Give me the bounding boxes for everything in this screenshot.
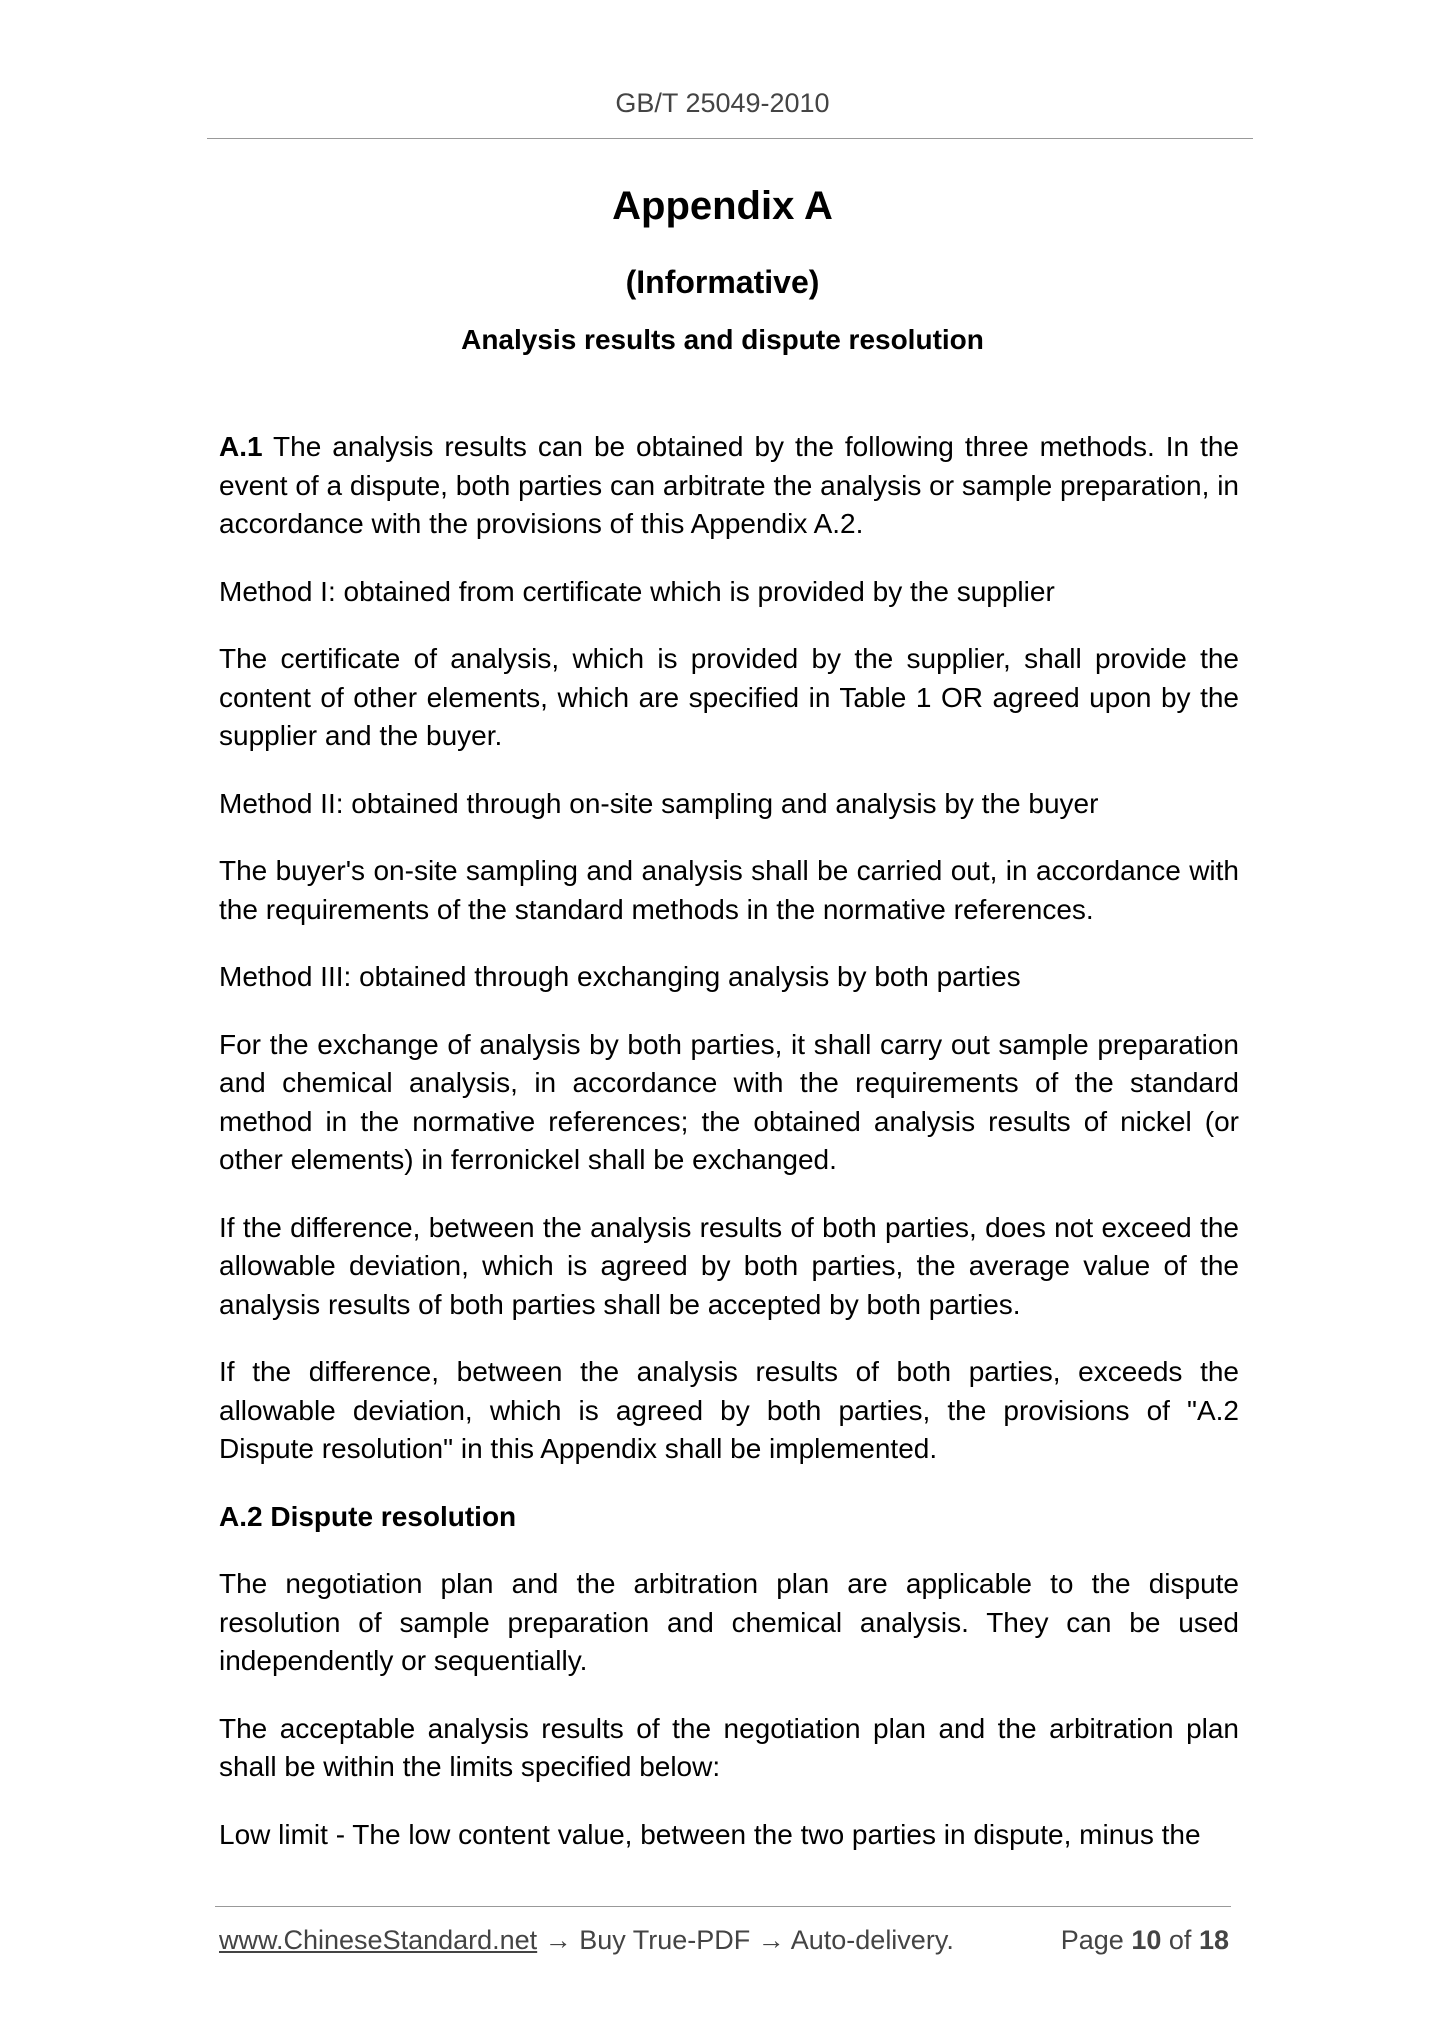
appendix-subtitle: (Informative)	[625, 264, 820, 300]
section-heading-a2: A.2 Dispute resolution	[219, 1500, 517, 1532]
clause-label-a1: A.1	[219, 431, 263, 462]
method-3-text: For the exchange of analysis by both parties, it shall carry out sample preparation and chemical analysis, in accordance with the requirements of the standard method in the normative references; the obtained analysis results of nickel (or other elements) in ferronickel shall be exchanged.	[219, 1028, 1239, 1175]
method-2-title: Method II: obtained through on-site sampling and analysis by the buyer	[219, 787, 1099, 819]
a2-paragraph-1: The negotiation plan and the arbitration plan are applicable to the dispute resolution of sample preparation and chemical analysis. They can be used independently or sequentially.	[219, 1568, 1239, 1676]
page-footer	[219, 1925, 1229, 1956]
appendix-caption: Analysis results and dispute resolution	[461, 324, 984, 355]
page-indicator	[1061, 1925, 1229, 1956]
footer-tagline: → Buy True-PDF → Auto-delivery.	[537, 1925, 954, 1955]
footer-divider	[215, 1906, 1231, 1907]
method-1-text: The certificate of analysis, which is provided by the supplier, shall provide the content of other elements, which are specified in Table 1 OR agreed upon by the supplier and the buyer.	[219, 643, 1239, 751]
page-label: Page	[1060, 1925, 1124, 1955]
method-3-paragraph-2: If the difference, between the analysis results of both parties, does not exceed the allowable deviation, which is agreed by both parties, the average value of the analysis results of both parties shall be accepted by both parties.	[219, 1211, 1239, 1320]
appendix-title: Appendix A	[612, 184, 833, 228]
page-header: GB/T 25049-2010	[615, 88, 830, 118]
method-3-paragraph-3: If the difference, between the analysis results of both parties, exceeds the allowable deviation, which is agreed by both parties, the provisions of "A.2 Dispute resolution" in this Appendix shall be implemented.	[219, 1356, 1239, 1464]
header-divider	[207, 138, 1253, 139]
paragraph-a1-text: The analysis results can be obtained by the following three methods. In the event of a dispute, both parties can arbitrate the analysis or sample preparation, in accordance with the provisions of this Appendix A.2.	[219, 431, 1239, 539]
website-link[interactable]: www.ChineseStandard.net	[219, 1925, 538, 1955]
method-3-title: Method III: obtained through exchanging analysis by both parties	[219, 961, 1021, 992]
method-1-title: Method I: obtained from certificate which is provided by the supplier	[219, 575, 1055, 607]
method-2-text: The buyer's on-site sampling and analysis shall be carried out, in accordance with the requirements of the standard methods in the normative references.	[219, 855, 1239, 925]
page-of-label: of	[1168, 1925, 1192, 1955]
a2-paragraph-2: The acceptable analysis results of the negotiation plan and the arbitration plan shall be within the limits specified below:	[219, 1712, 1239, 1782]
document-body	[219, 428, 1239, 1883]
paragraph-a1	[219, 428, 1239, 544]
page-total: 18	[1198, 1925, 1229, 1955]
a2-paragraph-3: Low limit - The low content value, between the two parties in dispute, minus the	[219, 1818, 1201, 1850]
page-number: 10	[1131, 1925, 1162, 1955]
